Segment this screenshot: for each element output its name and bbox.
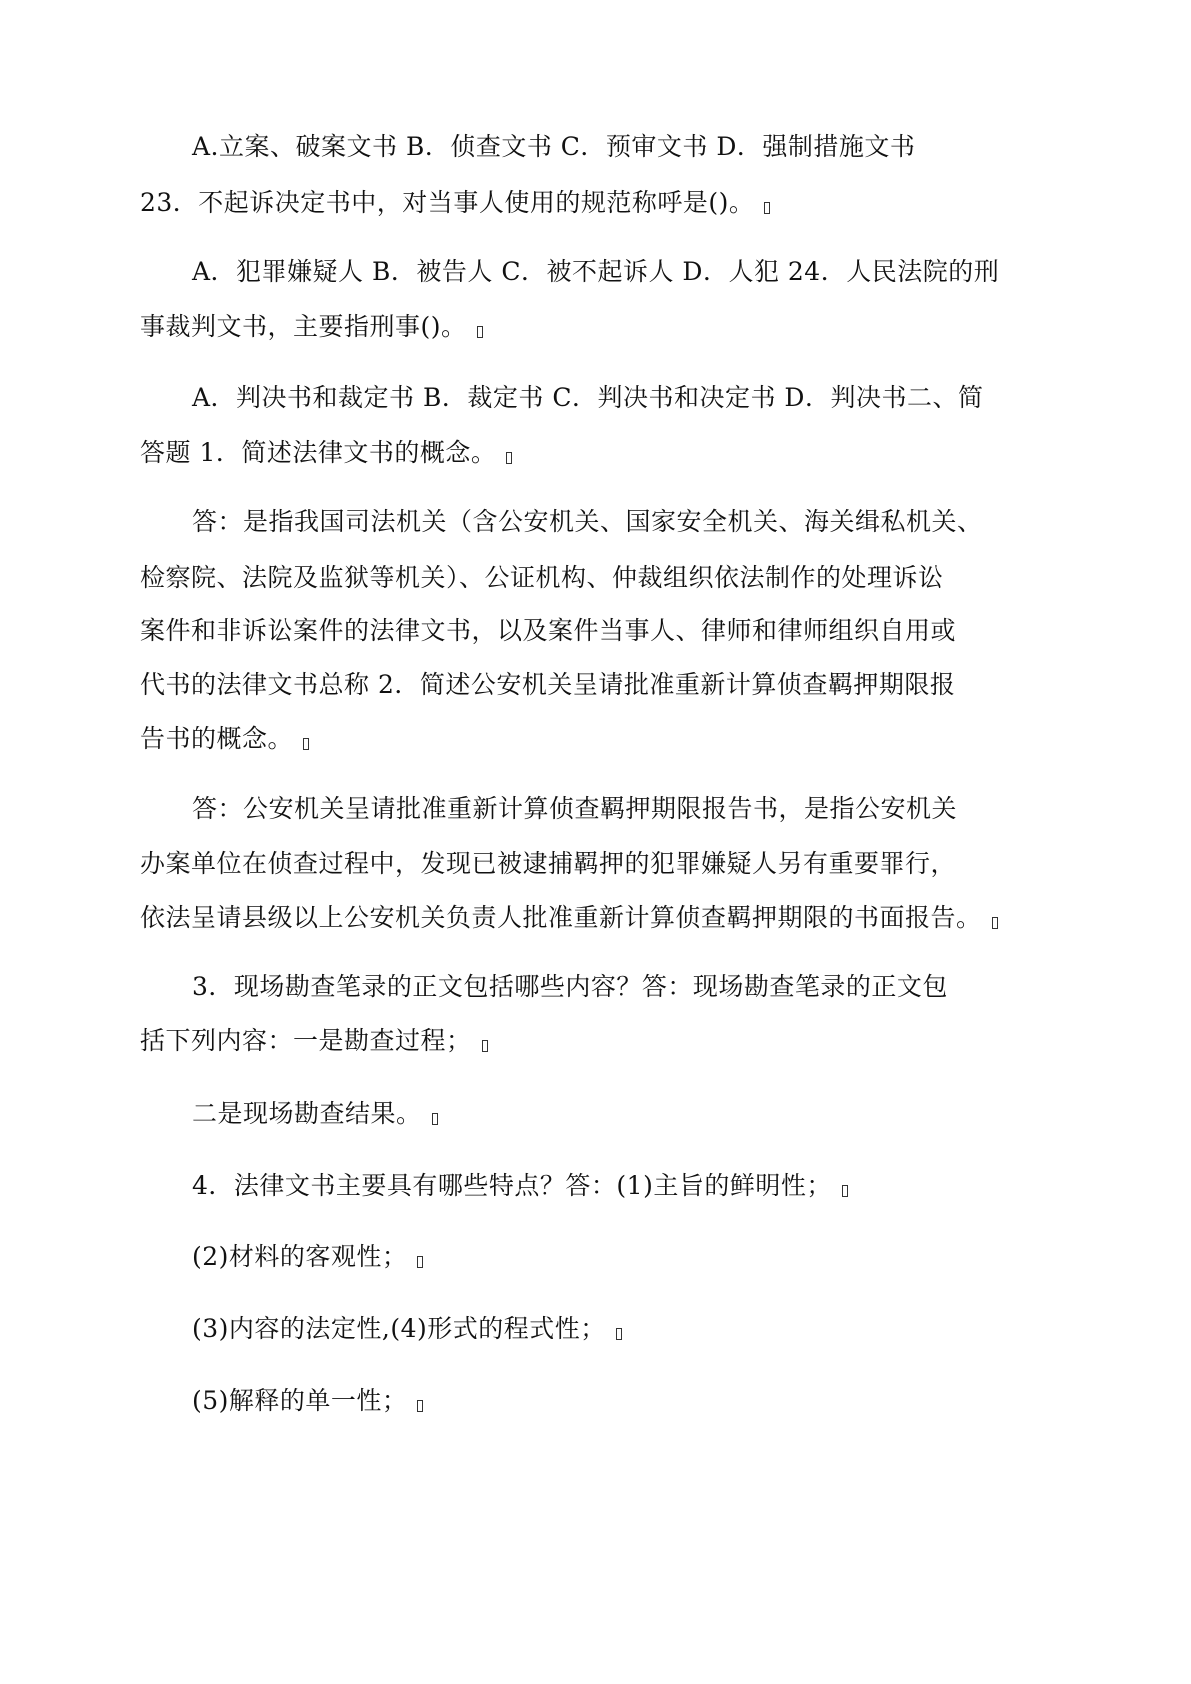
text-line: [192, 792, 957, 826]
paragraph-mark-icon: [992, 917, 998, 929]
text-line: [192, 1240, 423, 1274]
paragraph-mark-icon: [616, 1328, 622, 1340]
text-line: [140, 901, 998, 935]
text-line: [192, 1169, 848, 1203]
line-text: 依法呈请县级以上公安机关负责人批准重新计算侦查羁押期限的书面报告。: [140, 903, 982, 932]
text-line: [140, 436, 512, 470]
text-line: [192, 381, 983, 415]
line-text: (2)材料的客观性；: [192, 1242, 408, 1271]
text-line: [192, 1097, 438, 1131]
paragraph-mark-icon: [303, 738, 309, 750]
line-text: 代书的法律文书总称 2．简述公安机关呈请批准重新计算侦查羁押期限报: [140, 670, 956, 699]
line-text: 事裁判文书，主要指刑事()。: [140, 312, 467, 341]
line-text: A.立案、破案文书 B．侦查文书 C．预审文书 D．强制措施文书: [192, 132, 916, 161]
text-line: [192, 505, 983, 539]
line-text: 检察院、法院及监狱等机关）、公证机构、仲裁组织依法制作的处理诉讼: [140, 563, 944, 592]
text-line: [192, 255, 999, 289]
line-text: (3)内容的法定性,(4)形式的程式性；: [192, 1314, 606, 1343]
line-text: 答：公安机关呈请批准重新计算侦查羁押期限报告书，是指公安机关: [192, 794, 958, 823]
line-text: A．判决书和裁定书 B．裁定书 C．判决书和决定书 D．判决书二、简: [192, 383, 984, 412]
paragraph-mark-icon: [477, 326, 483, 338]
text-line: [192, 970, 948, 1004]
line-text: 括下列内容：一是勘查过程；: [140, 1026, 472, 1055]
line-text: 答：是指我国司法机关（含公安机关、国家安全机关、海关缉私机关、: [192, 507, 983, 536]
text-line: [140, 1024, 488, 1058]
line-text: 办案单位在侦查过程中，发现已被逮捕羁押的犯罪嫌疑人另有重要罪行，: [140, 849, 957, 878]
text-line: [140, 614, 956, 648]
paragraph-mark-icon: [506, 452, 512, 464]
line-text: 二是现场勘查结果。: [192, 1099, 422, 1128]
text-line: [192, 1384, 423, 1418]
line-text: 案件和非诉讼案件的法律文书，以及案件当事人、律师和律师组织自用或: [140, 616, 957, 645]
line-text: 3．现场勘查笔录的正文包括哪些内容？答：现场勘查笔录的正文包: [192, 972, 948, 1001]
line-text: 答题 1．简述法律文书的概念。: [140, 438, 497, 467]
line-text: 告书的概念。: [140, 724, 294, 753]
text-line: [192, 130, 915, 164]
paragraph-mark-icon: [417, 1400, 423, 1412]
text-line: [140, 561, 944, 595]
text-line: [192, 1312, 622, 1346]
text-line: [140, 847, 956, 881]
text-line: [140, 310, 483, 344]
paragraph-mark-icon: [764, 202, 770, 214]
line-text: 23．不起诉决定书中，对当事人使用的规范称呼是()。: [140, 188, 755, 217]
line-text: A．犯罪嫌疑人 B．被告人 C．被不起诉人 D．人犯 24．人民法院的刑: [192, 257, 1000, 286]
text-line: [140, 722, 309, 756]
line-text: (5)解释的单一性；: [192, 1386, 408, 1415]
paragraph-mark-icon: [482, 1040, 488, 1052]
text-line: [140, 186, 770, 220]
paragraph-mark-icon: [842, 1185, 848, 1197]
line-text: 4．法律文书主要具有哪些特点？答：(1)主旨的鲜明性；: [192, 1171, 832, 1200]
text-line: [140, 668, 955, 702]
paragraph-mark-icon: [432, 1113, 438, 1125]
paragraph-mark-icon: [417, 1256, 423, 1268]
